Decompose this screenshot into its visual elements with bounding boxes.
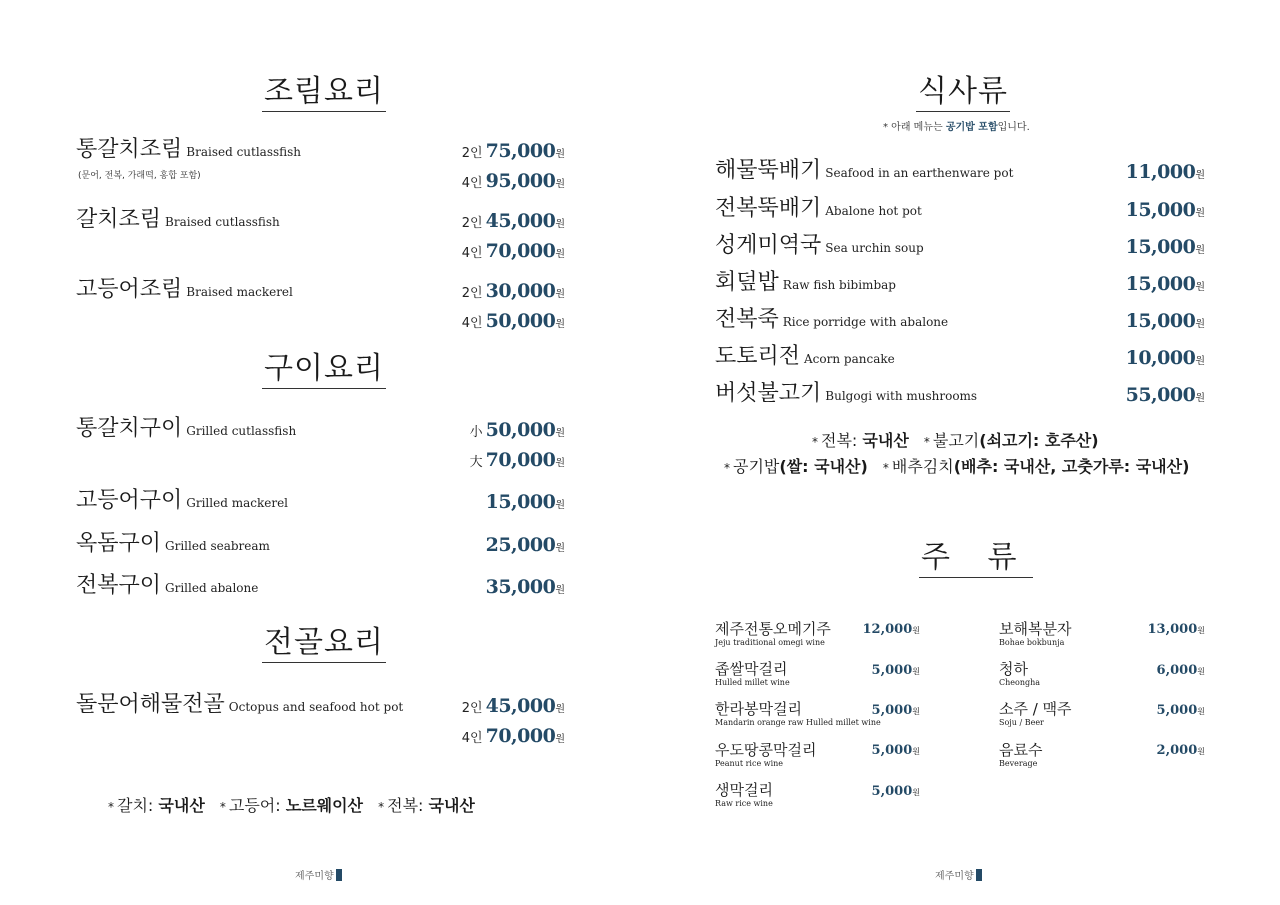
price-value: 12,000: [862, 622, 913, 637]
origin-value: (쌀: 국내산): [779, 457, 868, 476]
item-name-en: Seafood in an earthenware pot: [825, 166, 1014, 180]
item-name-en: Acorn pancake: [804, 352, 895, 366]
price: [1126, 272, 1205, 300]
origin-name: 전복:: [821, 431, 858, 450]
serving-label: 2인: [461, 216, 483, 231]
currency-unit: 원: [1195, 356, 1205, 367]
currency-unit: 원: [555, 428, 565, 439]
menu-item: [715, 196, 922, 224]
origin-name: 고등어:: [228, 796, 281, 815]
asterisk: *: [219, 800, 226, 814]
currency-unit: 원: [555, 319, 565, 330]
drink-name-en: Soju / Beer: [999, 718, 1044, 727]
item-note: (문어, 전복, 가래떡, 홍합 포함): [78, 171, 201, 181]
menu-item: [76, 488, 288, 516]
price: [462, 694, 565, 722]
currency-unit: 원: [555, 500, 565, 511]
currency-unit: 원: [1195, 282, 1205, 293]
section-title-drinks: 주 류: [919, 540, 1033, 578]
origin-value: (배추: 국내산, 고춧가루: 국내산): [953, 457, 1190, 476]
price: [1157, 737, 1205, 764]
price-value: 50,000: [485, 310, 556, 332]
currency-unit: 원: [1195, 319, 1205, 330]
origin-value: 국내산: [158, 796, 205, 815]
price-value: 75,000: [485, 140, 556, 162]
menu-item: [715, 158, 1013, 186]
currency-unit: 원: [555, 149, 565, 160]
item-name-en: Braised cutlassfish: [186, 145, 302, 159]
price: [1157, 657, 1205, 684]
item-name-ko: 고등어조림: [76, 277, 183, 302]
price: [470, 418, 565, 446]
currency-unit: 원: [555, 734, 565, 745]
price-value: 70,000: [485, 449, 556, 471]
price: [462, 209, 565, 237]
footer-brand: [295, 867, 342, 882]
item-name-ko: 성게미역국: [715, 233, 822, 258]
price-value: 6,000: [1156, 663, 1198, 678]
currency-unit: 원: [1197, 747, 1205, 756]
logo-icon: [336, 869, 342, 881]
price: [486, 490, 565, 518]
item-name-ko: 도토리전: [715, 344, 801, 369]
item-name-en: Grilled abalone: [165, 581, 259, 595]
currency-unit: 원: [1197, 667, 1205, 676]
price: [872, 697, 920, 724]
note-highlight: 공기밥 포함: [945, 122, 998, 133]
item-name-ko: 전복뚝배기: [715, 196, 822, 221]
item-name-ko: 옥돔구이: [76, 531, 162, 556]
size-label: 大: [469, 455, 483, 470]
drink-name-en: Jeju traditional omegi wine: [715, 638, 825, 647]
price: [462, 279, 565, 307]
asterisk: *: [108, 800, 114, 814]
item-name-ko: 통갈치조림: [76, 137, 183, 162]
item-name-en: Abalone hot pot: [825, 204, 922, 218]
menu-item: [76, 692, 403, 720]
origin-name: 배추김치: [891, 457, 954, 476]
serving-label: 4인: [461, 316, 483, 331]
currency-unit: 원: [912, 626, 920, 635]
note-text: * 아래 메뉴는: [883, 122, 946, 133]
price-value: 55,000: [1125, 384, 1196, 406]
origin-name: 공기밥: [733, 457, 780, 476]
serving-label: 4인: [461, 176, 483, 191]
price: [872, 737, 920, 764]
price: [462, 724, 565, 752]
asterisk: *: [812, 435, 818, 449]
asterisk: *: [882, 461, 889, 475]
drink-name-en: Mandarin orange raw Hulled millet wine: [715, 718, 881, 727]
item-name-en: Rice porridge with abalone: [782, 315, 949, 329]
origin-name: 갈치:: [117, 796, 154, 815]
drink-name-ko: 한라봉막걸리: [715, 700, 802, 718]
price: [1157, 697, 1205, 724]
price-value: 10,000: [1125, 347, 1196, 369]
price: [1126, 160, 1205, 188]
menu-item: [76, 531, 270, 559]
price-value: 45,000: [485, 695, 556, 717]
price-value: 25,000: [485, 534, 556, 556]
menu-item: [715, 233, 924, 261]
item-name-ko: 전복구이: [76, 573, 162, 598]
item-name-ko: 전복죽: [715, 307, 779, 332]
footer-brand: [935, 867, 982, 882]
price: [462, 139, 565, 167]
price: [872, 778, 920, 805]
price: [486, 533, 565, 561]
asterisk: *: [724, 461, 730, 475]
item-name-en: Grilled seabream: [165, 539, 270, 553]
price: [1126, 346, 1205, 374]
origin-value: 노르웨이산: [285, 796, 364, 815]
currency-unit: 원: [1195, 393, 1205, 404]
item-name-ko: 해물뚝배기: [715, 158, 822, 183]
price: [1126, 309, 1205, 337]
price: [1126, 383, 1205, 411]
item-name-en: Braised mackerel: [186, 285, 293, 299]
price-value: 5,000: [871, 784, 913, 799]
currency-unit: 원: [1197, 626, 1205, 635]
serving-label: 2인: [461, 286, 483, 301]
price-value: 50,000: [485, 419, 556, 441]
price: [462, 309, 565, 337]
menu-item: [76, 207, 280, 235]
asterisk: *: [378, 800, 385, 814]
item-name-ko: 통갈치구이: [76, 416, 183, 441]
drink-name-en: Cheongha: [999, 678, 1041, 687]
menu-item: [715, 307, 948, 335]
right-menu-page: [640, 0, 1280, 905]
drink-name-en: Raw rice wine: [715, 799, 773, 808]
item-name-en: Octopus and seafood hot pot: [228, 700, 404, 714]
price-value: 15,000: [1125, 199, 1196, 221]
brand-name: 제주미향: [295, 871, 334, 882]
price-value: 5,000: [871, 663, 913, 678]
currency-unit: 원: [912, 747, 920, 756]
origin-notice-line2: [714, 455, 1189, 480]
menu-item: [715, 381, 977, 409]
price-value: 13,000: [1147, 622, 1198, 637]
drink-name-ko: 좁쌀막걸리: [715, 660, 788, 678]
serving-label: 4인: [461, 731, 483, 746]
item-name-en: Grilled mackerel: [186, 496, 289, 510]
asterisk: *: [923, 435, 930, 449]
currency-unit: 원: [555, 289, 565, 300]
price-value: 95,000: [485, 170, 556, 192]
price-value: 5,000: [1156, 703, 1198, 718]
origin-notice: [98, 794, 475, 819]
menu-item: [715, 344, 895, 372]
price-value: 11,000: [1125, 161, 1196, 183]
menu-item: [76, 137, 301, 165]
item-name-en: Braised cutlassfish: [165, 215, 280, 229]
item-name-ko: 갈치조림: [76, 207, 162, 232]
price-value: 70,000: [485, 725, 556, 747]
price-value: 45,000: [485, 210, 556, 232]
menu-item: [76, 573, 258, 601]
currency-unit: 원: [1195, 208, 1205, 219]
currency-unit: 원: [555, 585, 565, 596]
currency-unit: 원: [912, 667, 920, 676]
currency-unit: 원: [1195, 170, 1205, 181]
drink-name-ko: 제주전통오메기주: [715, 620, 831, 638]
currency-unit: 원: [1197, 707, 1205, 716]
price-value: 5,000: [871, 703, 913, 718]
price-value: 15,000: [1125, 273, 1196, 295]
price-value: 35,000: [485, 576, 556, 598]
origin-notice-line1: [802, 429, 1099, 454]
currency-unit: 원: [555, 458, 565, 469]
price-value: 15,000: [1125, 236, 1196, 258]
drink-name-en: Peanut rice wine: [715, 759, 784, 768]
price: [872, 657, 920, 684]
price: [1126, 235, 1205, 263]
section-title-hotpot: 전골요리: [262, 625, 386, 663]
price: [1148, 616, 1206, 643]
currency-unit: 원: [555, 543, 565, 554]
menu-item: [715, 270, 896, 298]
currency-unit: 원: [555, 179, 565, 190]
item-name-ko: 버섯불고기: [715, 381, 822, 406]
serving-label: 2인: [461, 146, 483, 161]
price: [486, 575, 565, 603]
currency-unit: 원: [912, 788, 920, 797]
price: [462, 239, 565, 267]
price: [462, 169, 565, 197]
serving-label: 4인: [461, 246, 483, 261]
price-value: 5,000: [871, 743, 913, 758]
item-name-ko: 회덮밥: [715, 270, 779, 295]
size-label: 小: [469, 425, 483, 440]
origin-value: (쇠고기: 호주산): [979, 431, 1099, 450]
section-title-braised: 조림요리: [262, 74, 386, 112]
price: [863, 616, 921, 643]
drink-name-ko: 청하: [999, 660, 1028, 678]
price-value: 30,000: [485, 280, 556, 302]
item-name-ko: 돌문어해물전골: [76, 692, 225, 717]
price: [470, 448, 565, 476]
price-value: 70,000: [485, 240, 556, 262]
serving-label: 2인: [461, 701, 483, 716]
section-title-grilled: 구이요리: [262, 351, 386, 389]
currency-unit: 원: [555, 219, 565, 230]
currency-unit: 원: [912, 707, 920, 716]
price-value: 15,000: [1125, 310, 1196, 332]
logo-icon: [976, 869, 982, 881]
menu-item: [76, 416, 296, 444]
drink-name-ko: 소주 / 맥주: [999, 700, 1072, 718]
drink-name-en: Beverage: [999, 759, 1038, 768]
currency-unit: 원: [555, 704, 565, 715]
origin-name: 불고기: [932, 431, 980, 450]
brand-name: 제주미향: [935, 871, 974, 882]
currency-unit: 원: [555, 249, 565, 260]
drink-name-en: Hulled millet wine: [715, 678, 790, 687]
menu-item: [76, 277, 293, 305]
price-value: 15,000: [485, 491, 556, 513]
note-text: 입니다.: [997, 122, 1030, 133]
origin-name: 전복:: [387, 796, 424, 815]
rice-included-note: [883, 118, 1030, 133]
item-name-en: Raw fish bibimbap: [782, 278, 896, 292]
item-name-en: Bulgogi with mushrooms: [825, 389, 978, 403]
currency-unit: 원: [1195, 245, 1205, 256]
item-name-en: Grilled cutlassfish: [186, 424, 297, 438]
section-title-meals: 식사류: [916, 74, 1010, 112]
origin-value: 국내산: [428, 796, 475, 815]
drink-name-ko: 생막걸리: [715, 781, 773, 799]
drink-name-ko: 우도땅콩막걸리: [715, 741, 817, 759]
drink-name-ko: 보해복분자: [999, 620, 1072, 638]
price-value: 2,000: [1156, 743, 1198, 758]
drink-name-en: Bohae bokbunja: [999, 638, 1065, 647]
item-name-en: Sea urchin soup: [825, 241, 924, 255]
item-name-ko: 고등어구이: [76, 488, 183, 513]
drink-name-ko: 음료수: [999, 741, 1043, 759]
price: [1126, 198, 1205, 226]
origin-value: 국내산: [862, 431, 909, 450]
